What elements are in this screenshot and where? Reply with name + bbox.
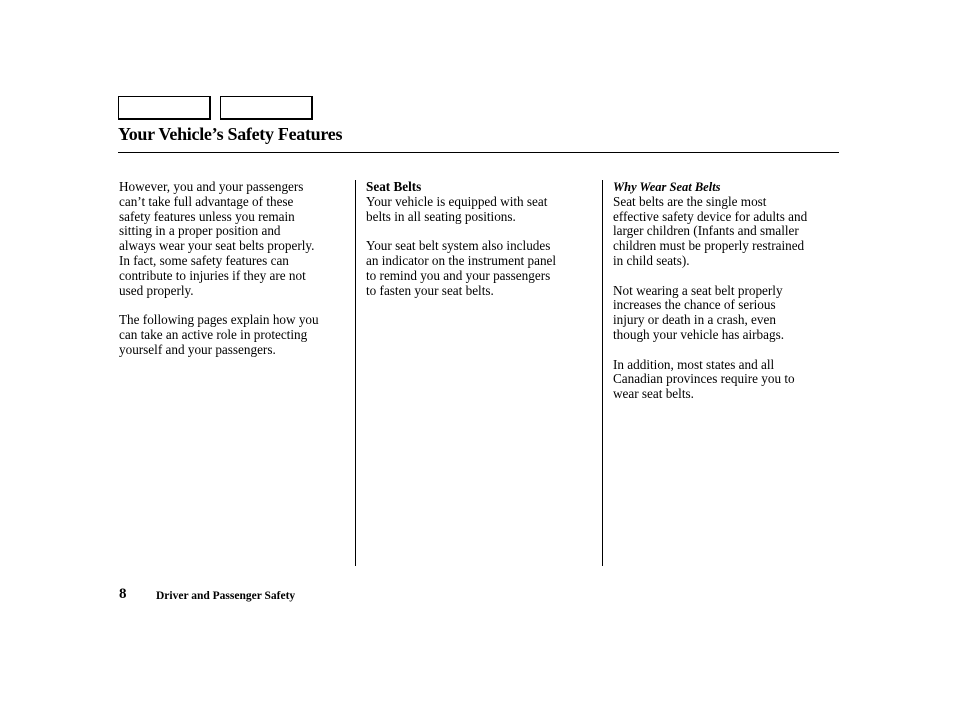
text-line: to fasten your seat belts. (366, 282, 494, 298)
text-line: In addition, most states and all (613, 356, 775, 372)
text-line: Your vehicle is equipped with seat (366, 193, 548, 209)
paragraph (366, 195, 594, 225)
text-line: yourself and your passengers. (119, 341, 276, 357)
text-line: The following pages explain how you (119, 312, 319, 328)
text-line: children must be properly restrained (613, 238, 805, 254)
text-line: always wear your seat belts properly. (119, 238, 315, 254)
text-line: Seat belts are the single most (613, 193, 767, 209)
text-line: safety features unless you remain (119, 208, 295, 224)
text-line: Your seat belt system also includes (366, 238, 551, 254)
text-line: sitting in a proper position and (119, 223, 281, 239)
column-middle (366, 180, 594, 313)
text-line: injury or death in a crash, even (613, 312, 776, 328)
text-line: effective safety device for adults and (613, 208, 808, 224)
section-heading-seat-belts: Seat Belts (366, 179, 422, 194)
column-right (613, 180, 841, 417)
page-number: 8 (119, 586, 127, 602)
paragraph (119, 180, 347, 298)
text-line: However, you and your passengers (119, 179, 304, 194)
text-line: In fact, some safety features can (119, 252, 289, 268)
text-line: can take an active role in protecting (119, 326, 308, 342)
footer-section-label: Driver and Passenger Safety (156, 590, 296, 602)
paragraph (613, 195, 841, 269)
text-line: an indicator on the instrument panel (366, 252, 557, 268)
column-divider-2 (602, 180, 603, 566)
paragraph (613, 284, 841, 343)
text-line: in child seats). (613, 252, 690, 268)
text-line: can’t take full advantage of these (119, 193, 294, 209)
text-line: contribute to injuries if they are not (119, 267, 306, 283)
paragraph (613, 358, 841, 402)
paragraph (366, 239, 594, 298)
text-line: used properly. (119, 282, 194, 298)
title-rule (118, 152, 839, 153)
text-line: to remind you and your passengers (366, 267, 551, 283)
column-divider-1 (355, 180, 356, 566)
text-line: Canadian provinces require you to (613, 371, 795, 387)
text-line: larger children (Infants and smaller (613, 223, 799, 239)
text-line: though your vehicle has airbags. (613, 326, 785, 342)
header-tab-box-2 (220, 96, 313, 120)
column-left (119, 180, 347, 372)
page-title: Your Vehicle’s Safety Features (118, 124, 343, 144)
header-tab-box-1 (118, 96, 211, 120)
section-heading-why-wear-seat-belts: Why Wear Seat Belts (613, 180, 721, 194)
text-line: wear seat belts. (613, 386, 694, 402)
paragraph (119, 313, 347, 357)
text-line: increases the chance of serious (613, 297, 776, 313)
text-line: belts in all seating positions. (366, 208, 516, 224)
text-line: Not wearing a seat belt properly (613, 282, 783, 298)
